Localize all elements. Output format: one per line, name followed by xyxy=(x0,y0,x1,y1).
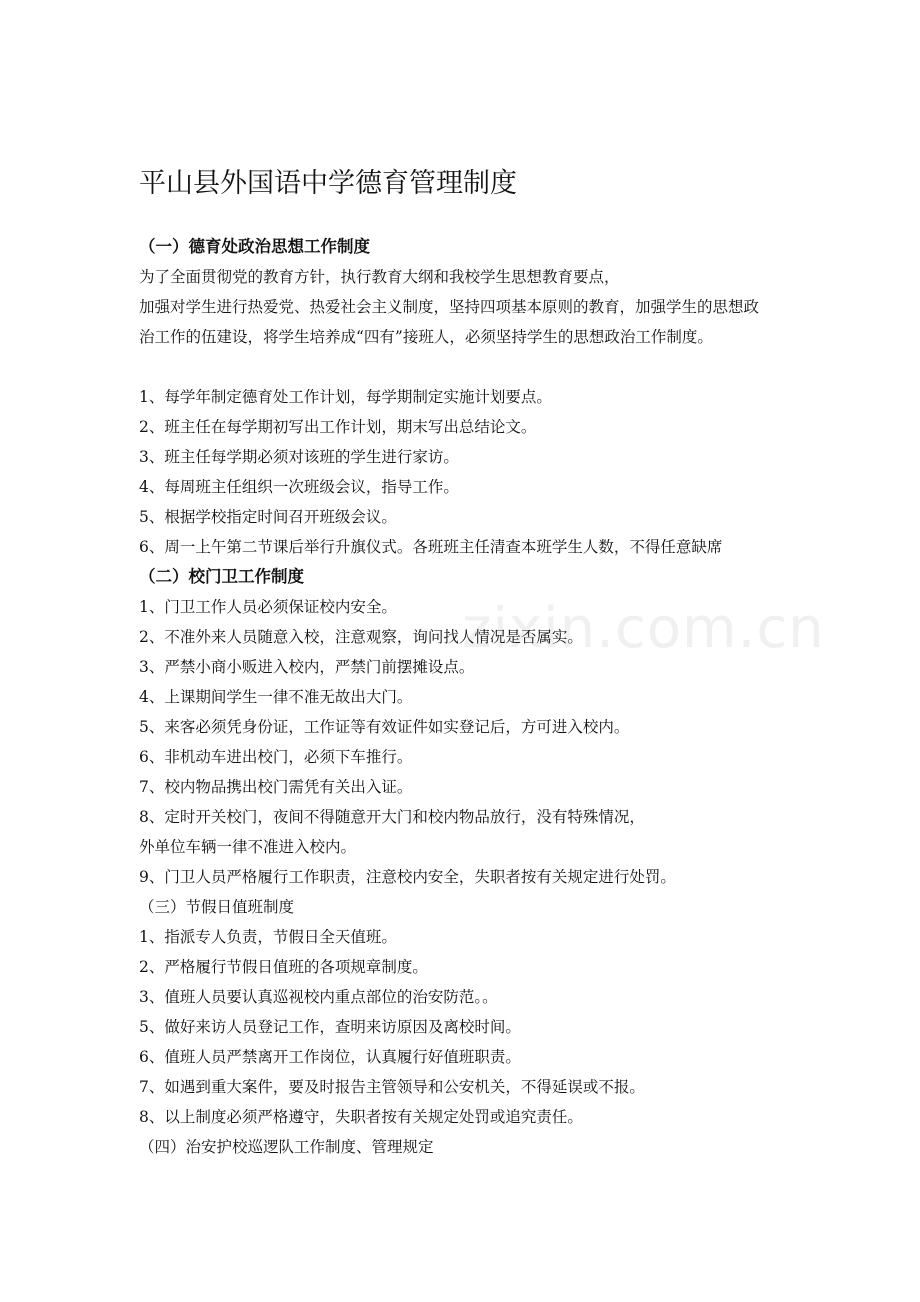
paragraph-line: 4、每周班主任组织一次班级会议，指导工作。 xyxy=(139,478,459,496)
paragraph-line: 3、班主任每学期必须对该班的学生进行家访。 xyxy=(139,448,459,466)
paragraph-line: 2、严格履行节假日值班的各项规章制度。 xyxy=(139,958,428,976)
paragraph-line: 6、周一上午第二节课后举行升旗仪式。各班班主任清查本班学生人数，不得任意缺席 xyxy=(139,538,723,556)
paragraph-line: 9、门卫人员严格履行工作职责，注意校内安全，失职者按有关规定进行处罚。 xyxy=(139,868,676,886)
paragraph-line: 7、校内物品携出校门需凭有关出入证。 xyxy=(139,778,413,796)
paragraph-line: 4、上课期间学生一律不准无故出大门。 xyxy=(139,688,413,706)
blank-line xyxy=(139,352,799,382)
document-title: 平山县外国语中学德育管理制度 xyxy=(139,168,517,199)
paragraph-line: 1、指派专人负责，节假日全天值班。 xyxy=(139,928,397,946)
section-heading: （四）治安护校巡逻队工作制度、管理规定 xyxy=(139,1138,434,1156)
paragraph-line: 8、定时开关校门，夜间不得随意开大门和校内物品放行，没有特殊情况， xyxy=(139,808,645,826)
paragraph-line: 2、班主任在每学期初写出工作计划，期末写出总结论文。 xyxy=(139,418,537,436)
paragraph-line: 治工作的伍建设，将学生培养成“四有”接班人，必须坚持学生的思想政治工作制度。 xyxy=(139,328,713,346)
paragraph-line: 2、不准外来人员随意入校，注意观察，询问找人情况是否属实。 xyxy=(139,628,583,646)
paragraph-line: 1、每学年制定德育处工作计划，每学期制定实施计划要点。 xyxy=(139,388,552,406)
paragraph-line: 为了全面贯彻党的教育方针，执行教育大纲和我校学生思想教育要点， xyxy=(139,268,620,286)
paragraph-line: 5、来客必须凭身份证，工作证等有效证件如实登记后，方可进入校内。 xyxy=(139,718,630,736)
section-heading: （一）德育处政治思想工作制度 xyxy=(139,237,370,256)
paragraph-line: 1、门卫工作人员必须保证校内安全。 xyxy=(139,598,397,616)
paragraph-line: 加强对学生进行热爱党、热爱社会主义制度，坚持四项基本原则的教育，加强学生的思想政 xyxy=(139,298,760,316)
section-heading: （二）校门卫工作制度 xyxy=(139,567,304,586)
paragraph-line: 3、值班人员要认真巡视校内重点部位的治安防范。。 xyxy=(139,988,498,1006)
watermark: zixin.com.cn xyxy=(462,596,825,661)
section-heading: （三）节假日值班制度 xyxy=(139,898,295,916)
paragraph-line: 6、值班人员严禁离开工作岗位，认真履行好值班职责。 xyxy=(139,1048,521,1066)
paragraph-line: 3、严禁小商小贩进入校内，严禁门前摆摊设点。 xyxy=(139,658,475,676)
paragraph-line: 5、做好来访人员登记工作，查明来访原因及离校时间。 xyxy=(139,1018,521,1036)
paragraph-line: 5、根据学校指定时间召开班级会议。 xyxy=(139,508,397,526)
paragraph-line: 外单位车辆一律不准进入校内。 xyxy=(139,838,357,856)
paragraph-line: 6、非机动车进出校门，必须下车推行。 xyxy=(139,748,413,766)
paragraph-line: 7、如遇到重大案件，要及时报告主管领导和公安机关，不得延误或不报。 xyxy=(139,1078,645,1096)
paragraph-line: 8、以上制度必须严格遵守，失职者按有关规定处罚或追究责任。 xyxy=(139,1108,583,1126)
document-body xyxy=(139,232,799,1162)
